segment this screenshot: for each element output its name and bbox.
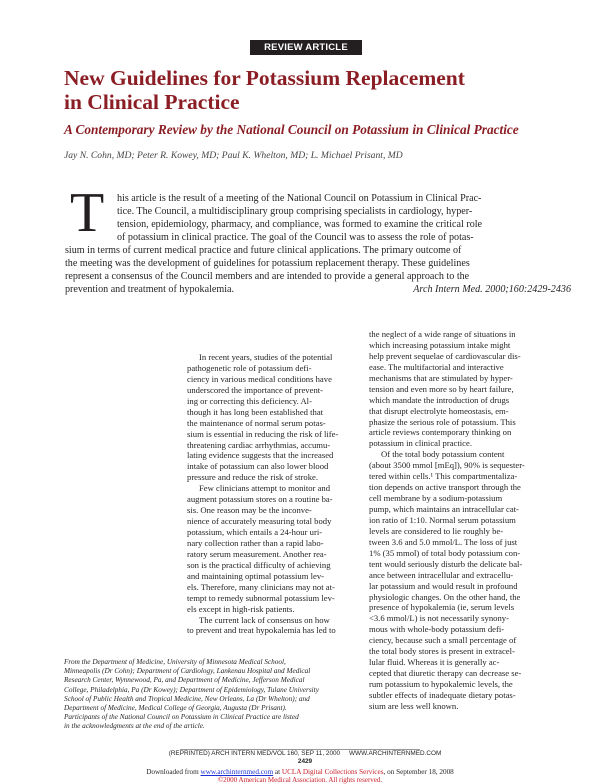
download-notice	[0, 768, 600, 776]
abstract-line: tice. The Council, a multidisciplinary group comprising specialists in cardiology, hyper-	[117, 206, 473, 217]
affiliation-line: Research Center, Wynnewood, Pa, and Department of Medicine, Jefferson Medical	[64, 676, 305, 685]
body-text-line: potassium in clinical practice.	[369, 438, 472, 449]
body-text-line: els. Therefore, many clinicians may not at-	[187, 581, 335, 592]
body-text-line: augment potassium stores on a routine ba-	[187, 494, 333, 505]
affiliation-line: Participants of the National Council on Potassium in Clinical Practice are listed	[64, 713, 299, 722]
body-text-line: ing or correcting this deficiency. Al-	[187, 395, 312, 406]
body-text-line: which mandate the introduction of drugs	[369, 394, 510, 405]
body-text-line: rum potassium to hypokalemic levels, the	[369, 679, 513, 689]
body-text-line: to prevent and treat hypokalemia has led to	[187, 625, 336, 636]
body-text-line: nience of accurately measuring total body	[187, 516, 332, 527]
body-text-line: nary collection rather than a rapid labo-	[187, 537, 324, 548]
copyright-notice: ©2000 American Medical Association. All rights reserved.	[217, 776, 383, 784]
abstract-line: tension, epidemiology, pharmacy, and compliance, was formed to examine the critical role	[117, 219, 483, 230]
drop-cap: T	[70, 182, 105, 244]
body-text-line: help prevent sequelae of cardiovascular dis-	[369, 350, 521, 361]
body-text-line: ratory serum measurement. Another rea-	[187, 548, 327, 559]
body-text-line: threatening cardiac arrhythmias, accumu-	[187, 439, 331, 450]
abstract-line-text: prevention and treatment of hypokalemia.	[65, 284, 235, 295]
body-text-line: sis. One reason may be the inconve-	[187, 505, 312, 516]
body-text-line: sium are less well known.	[369, 700, 459, 711]
body-text-line: The current lack of consensus on how	[199, 614, 330, 625]
body-text-line: lular fluid. Whereas it is generally ac-	[369, 657, 500, 668]
body-text-line: lar potassium and would result in profound	[369, 580, 518, 591]
body-text-line: pressure and reduce the risk of stroke.	[187, 472, 319, 483]
affiliation-line: in the acknowledgments at the end of the article.	[64, 722, 205, 731]
download-institution: UCLA Digital Collections Services	[281, 768, 384, 776]
author-list: Jay N. Cohn, MD; Peter R. Kowey, MD; Paul K. Whelton, MD; L. Michael Prisant, MD	[64, 150, 403, 161]
download-link[interactable]: www.archinternmed.com	[200, 768, 274, 776]
page-number: 2429	[297, 758, 313, 765]
affiliation-line: School of Public Health and Tropical Medicine, New Orleans, La (Dr Whelton); and	[64, 694, 310, 703]
body-text-line: tent would seriously disturb the delicate bal-	[369, 558, 523, 569]
abstract-line: represent a consensus of the Council members and are intended to provide a general approach to the	[65, 271, 470, 282]
body-text-line: (about 3500 mmol [mEq]), 90% is sequester-	[369, 460, 525, 471]
body-text-line: mous with whole-body potassium defi-	[369, 624, 505, 635]
body-text-line: levels are considered to lie roughly be-	[369, 525, 504, 536]
body-text-line: cell membrane by a sodium-potassium	[369, 493, 503, 504]
body-text-line: son is the practical difficulty of achieving	[187, 559, 331, 570]
body-text-line: tempt to remedy subnormal potassium lev-	[187, 592, 335, 603]
download-prefix: Downloaded from	[146, 768, 199, 776]
download-mid: at	[274, 768, 281, 776]
body-text-line: tered within cells.¹ This compartmentaliza-	[369, 471, 518, 482]
body-text-line: that disrupt electrolyte homeostasis, em-	[369, 405, 509, 416]
body-text-line: els except in high-risk patients.	[187, 603, 295, 614]
body-text-line: lating evidence suggests that the increased	[187, 450, 334, 461]
body-text-line: potassium, which entails a 24-hour uri-	[187, 527, 323, 537]
abstract-line	[65, 283, 571, 296]
body-text-line: tween 3.6 and 5.0 mmol/L. The loss of just	[369, 536, 518, 547]
body-text-line: physiologic changes. On the other hand, the	[369, 591, 521, 602]
body-text-line: Of the total body potassium content	[381, 449, 505, 460]
body-column-right	[369, 329, 543, 712]
body-text-line: In recent years, studies of the potential	[199, 352, 333, 362]
body-text-line: ease. The multifactorial and interactive	[369, 361, 504, 372]
article-title	[64, 66, 534, 114]
body-text-line: intake of potassium can also lower blood	[187, 461, 329, 472]
body-text-line: the neglect of a wide range of situations in	[369, 329, 516, 339]
body-text-line: ciency, because such a small percentage of	[369, 635, 517, 646]
body-text-line: Few clinicians attempt to monitor and	[199, 483, 331, 494]
page-footer	[140, 750, 470, 766]
body-text-line: <3.6 mmol/L) is not necessarily synony-	[369, 613, 509, 624]
body-text-line: tension and even more so by heart failure,	[369, 383, 514, 394]
body-text-line: presence of hypokalemia (ie, serum levels	[369, 602, 515, 613]
abstract	[65, 192, 571, 296]
body-text-line: which increasing potassium intake might	[369, 339, 511, 350]
article-citation: Arch Intern Med. 2000;160:2429-2436	[413, 284, 571, 295]
author-affiliations	[64, 658, 364, 732]
body-text-line: ciency in various medical conditions have	[187, 373, 332, 384]
article-subtitle: A Contemporary Review by the National Council on Potassium in Clinical Practice	[64, 122, 519, 137]
abstract-line: his article is the result of a meeting of the National Council on Potassium in Clinical Prac-	[117, 193, 482, 204]
title-line: in Clinical Practice	[64, 90, 240, 114]
affiliation-line: Minneapolis (Dr Cohn); Department of Cardiology, Lankenau Hospital and Medical	[64, 667, 311, 676]
title-line: New Guidelines for Potassium Replacement	[64, 66, 465, 90]
body-text-line: underscored the importance of prevent-	[187, 384, 324, 395]
body-text-line: pump, which maintains an intracellular cat-	[369, 504, 519, 514]
body-text-line: and maintaining optimal potassium lev-	[187, 570, 325, 581]
body-text-line: sium is essential in reducing the risk of life-	[187, 428, 339, 439]
body-text-line: subtler effects of inadequate dietary potas-	[369, 689, 516, 700]
body-column-left	[187, 352, 361, 636]
abstract-line: sium in terms of current medical practice and future clinical applications. The primary outcome of	[65, 245, 462, 256]
abstract-line: of potassium in clinical practice. The goal of the Council was to assess the role of potas-	[117, 232, 474, 243]
body-text-line: pathogenetic role of potassium defi-	[187, 362, 312, 373]
body-text-line: cepted that diuretic therapy can decrease se-	[369, 668, 522, 679]
body-text-line: though it has long been established that	[187, 406, 324, 417]
download-date: , on September 18, 2008	[383, 768, 454, 776]
section-banner: REVIEW ARTICLE	[250, 40, 362, 55]
body-text-line: phasize the serious role of potassium. This	[369, 416, 516, 427]
affiliation-line: College, Philadelphia, Pa (Dr Kowey); Department of Epidemiology, Tulane University	[64, 685, 319, 694]
body-text-line: ance between intracellular and extracellu-	[369, 569, 514, 580]
body-text-line: ion ratio of 1:10. Normal serum potassium	[369, 514, 516, 525]
body-text-line: the total body stores is present in extracel-	[369, 646, 515, 657]
body-text-line: tion depends on active transport through the	[369, 482, 521, 493]
body-text-line: mechanisms that are stimulated by hyper-	[369, 372, 513, 383]
body-text-line: the maintenance of normal serum potas-	[187, 417, 326, 428]
abstract-line: the meeting was the development of guidelines for potassium replacement therapy. These guidelines	[65, 258, 470, 269]
affiliation-line: Department of Medicine, Medical College of Georgia, Augusta (Dr Prisant).	[64, 703, 287, 712]
affiliation-line: From the Department of Medicine, University of Minnesota Medical School,	[64, 658, 286, 666]
journal-reference: (REPRINTED) ARCH INTERN MED/VOL 160, SEP 11, 2000	[168, 750, 341, 757]
body-text-line: article reviews contemporary thinking on	[369, 427, 512, 438]
body-text-line: 1% (35 mmol) of total body potassium con-	[369, 547, 521, 558]
journal-website: WWW.ARCHINTERNMED.COM	[349, 750, 442, 757]
